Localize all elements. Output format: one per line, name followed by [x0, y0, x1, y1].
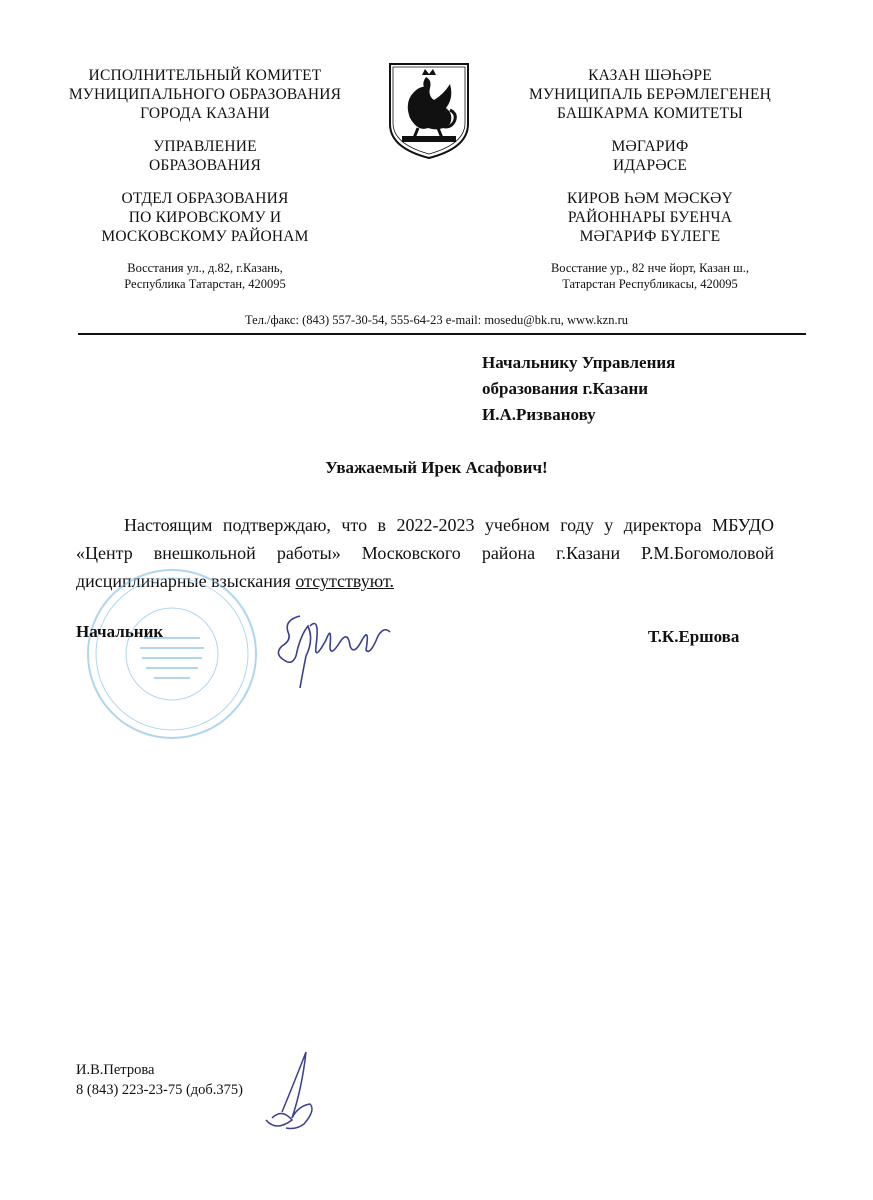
- handwritten-initials-icon: [262, 1048, 324, 1134]
- org-line: ИСПОЛНИТЕЛЬНЫЙ КОМИТЕТ: [88, 67, 322, 84]
- address-line: Восстание ур., 82 нче йорт, Казан ш.,: [550, 261, 750, 275]
- sub-dept-line: КИРОВ ҺӘМ МӘСКӘҮ: [567, 190, 733, 207]
- header-left: [50, 66, 360, 292]
- org-line: БАШКАРМА КОМИТЕТЫ: [557, 105, 743, 122]
- recipient-line: образования г.Казани: [482, 379, 649, 398]
- org-line: КАЗАН ШӘҺӘРЕ: [588, 67, 712, 84]
- sub-dept-line: РАЙОННАРЫ БУЕНЧА: [567, 209, 733, 226]
- sub-dept-line: ОТДЕЛ ОБРАЗОВАНИЯ: [121, 190, 289, 207]
- address-line: Татарстан Республикасы, 420095: [562, 277, 738, 291]
- sub-dept-line: МОСКОВСКОМУ РАЙОНАМ: [101, 228, 309, 245]
- handwritten-signature-icon: [270, 596, 400, 696]
- recipient-line: И.А.Ризванову: [482, 405, 596, 424]
- executor-name: И.В.Петрова: [76, 1062, 155, 1078]
- recipient-line: Начальнику Управления: [482, 353, 676, 372]
- header-right: [500, 66, 800, 292]
- dept-line: МӘГАРИФ: [611, 138, 689, 155]
- dept-line: ОБРАЗОВАНИЯ: [149, 157, 261, 174]
- sub-dept-line: МӘГАРИФ БҮЛЕГЕ: [579, 228, 721, 245]
- signatory-name: Т.К.Ершова: [648, 627, 740, 646]
- org-line: ГОРОДА КАЗАНИ: [140, 105, 270, 122]
- kazan-coat-of-arms-icon: [388, 62, 470, 160]
- executor-block: [76, 1060, 243, 1100]
- org-line: МУНИЦИПАЛЬНОГО ОБРАЗОВАНИЯ: [68, 86, 342, 103]
- body-underlined: отсутствуют.: [295, 571, 394, 591]
- address-line: Республика Татарстан, 420095: [124, 277, 286, 291]
- signatory-title: Начальник: [76, 622, 164, 641]
- address-line: Восстания ул., д.82, г.Казань,: [127, 261, 283, 275]
- org-line: МУНИЦИПАЛЬ БЕРӘМЛЕГЕНЕҢ: [528, 86, 772, 103]
- body-text: Настоящим подтверждаю, что в 2022-2023 учебном году у директора МБУДО «Центр внешкольной работы» Московского района г.Казани Р.М.Богомоловой дисциплинарные взыскания: [76, 515, 774, 591]
- salutation: Уважаемый Ирек Асафович!: [325, 458, 548, 477]
- round-stamp-icon: [84, 566, 260, 742]
- sub-dept-line: ПО КИРОВСКОМУ И: [128, 209, 282, 226]
- dept-line: УПРАВЛЕНИЕ: [153, 138, 257, 155]
- executor-phone: 8 (843) 223-23-75 (доб.375): [76, 1082, 243, 1098]
- recipient-block: [482, 350, 675, 428]
- contacts-line: Тел./факс: (843) 557-30-54, 555-64-23 e-mail: mosedu@bk.ru, www.kzn.ru: [244, 313, 628, 327]
- header-divider: [78, 333, 806, 335]
- dept-line: ИДАРӘСЕ: [613, 157, 687, 174]
